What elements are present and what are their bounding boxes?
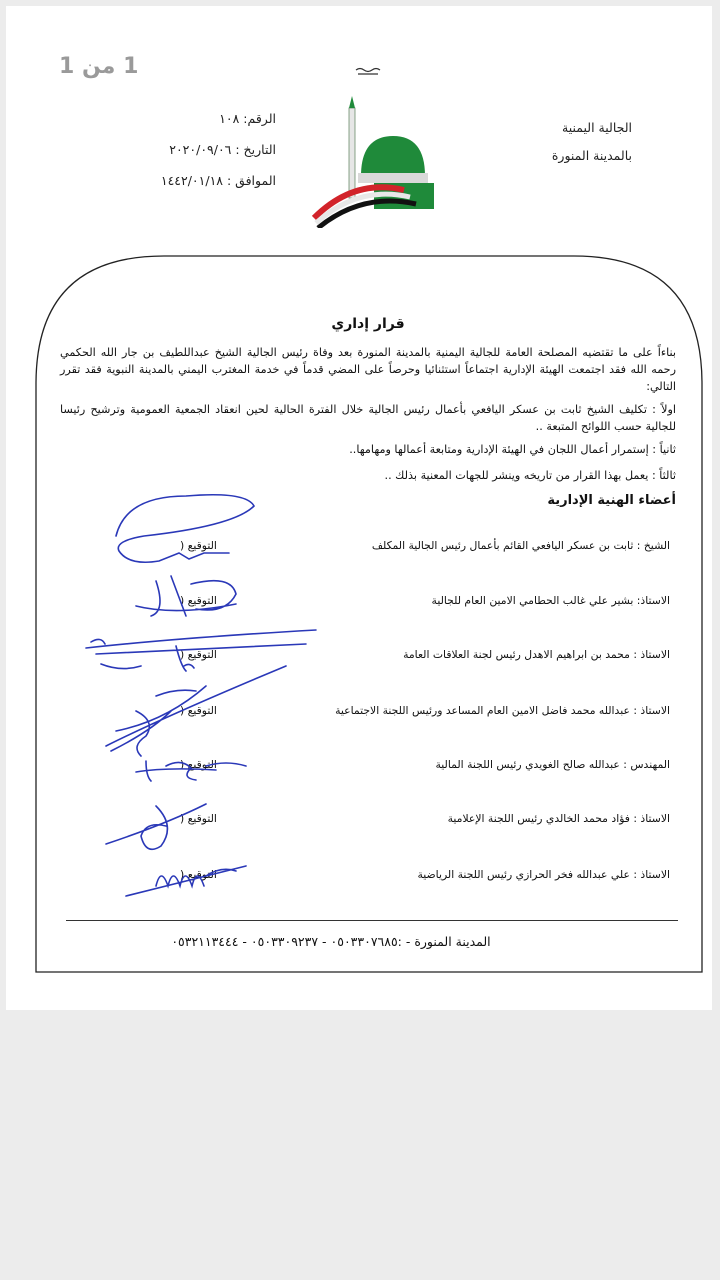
- member-role: الاستاذ : فؤاد محمد الخالدي رئيس اللجنة الإعلامية: [447, 812, 670, 825]
- decision-intro: بناءاً على ما تقتضيه المصلحة العامة للجالية اليمنية بالمدينة المنورة بعد وفاة رئيس الجالية الشيخ عبداللطيف بن جار الله الحكمي رحمه الله فقد اجتمعت الهيئة الإدارية اجتماعاً استثنائيا وحرصاً على المضي قدماً في خدمة المغترب اليمني بالمدينة النبوية فقد تقرر التالي:: [60, 346, 676, 393]
- hijri-date: الموافق : ١٤٤٢/٠١/١٨: [160, 173, 276, 188]
- footer-contacts: المدينة المنورة - :٠٥٠٣٣٠٧٦٨٥ - ٠٥٠٣٣٠٩٢٣٧ - ٠٥٣٢١١٣٤٤٤: [171, 934, 491, 949]
- signature-mark: [116, 495, 254, 563]
- member-role: الاستاذ : محمد بن ابراهيم الاهدل رئيس لجنة العلاقات العامة: [403, 648, 670, 661]
- signature-mark: [86, 630, 316, 671]
- signature-mark: [106, 666, 286, 756]
- member-role: الاستاذ: بشير علي غالب الحطامي الامين العام للجالية: [431, 594, 670, 607]
- decision-item-1: اولاً : تكليف الشيخ ثابت بن عسكر اليافعي بأعمال رئيس الجالية خلال الفترة الحالية لحين انعقاد الجمعية العمومية وترشيح رئيسا للجالية حسب اللوائح المتبعة ..: [60, 403, 676, 433]
- member-role: الشيخ : ثابت بن عسكر اليافعي القائم بأعمال رئيس الجالية المكلف: [371, 539, 670, 552]
- signature-label: التوقيع (: [180, 758, 217, 771]
- member-role: الاستاذ : علي عبدالله فخر الحرازي رئيس اللجنة الرياضية: [417, 868, 670, 881]
- decision-item-3: ثالثاً : يعمل بهذا القرار من تاريخه وينشر للجهات المعنية بذلك ..: [384, 469, 676, 482]
- org-name: الجالية اليمنية: [562, 120, 632, 135]
- org-city: بالمدينة المنورة: [551, 148, 632, 163]
- decision-item-2: ثانياً : إستمرار أعمال اللجان في الهيئة الإدارية ومتابعة أعمالها ومهامها..: [349, 443, 676, 456]
- member-role: الاستاذ : عبدالله محمد فاضل الامين العام المساعد ورئيس اللجنة الاجتماعية: [335, 704, 670, 717]
- signature-label: التوقيع (: [180, 868, 217, 881]
- signature-mark: [106, 804, 206, 849]
- signature-label: التوقيع (: [180, 539, 217, 552]
- footer-divider: [66, 920, 678, 921]
- decision-title: قرار إداري: [331, 316, 405, 332]
- reference-number: الرقم: ١٠٨: [219, 111, 276, 126]
- page-counter: 1 من 1: [59, 54, 139, 79]
- signature-mark: [136, 576, 236, 616]
- gregorian-date: التاريخ : ٢٠٢٠/٠٩/٠٦: [169, 142, 276, 157]
- signature-label: التوقيع (: [180, 648, 217, 661]
- signature-mark: [136, 761, 246, 781]
- handwritten-signatures: [6, 6, 712, 1010]
- signature-label: التوقيع (: [180, 704, 217, 717]
- members-title: أعضاء الهنية الإدارية: [547, 493, 676, 508]
- signature-mark: [126, 866, 246, 896]
- signature-label: التوقيع (: [180, 812, 217, 825]
- document-page: [6, 6, 712, 1010]
- signature-label: التوقيع (: [180, 594, 217, 607]
- member-role: المهندس : عبدالله صالح الغويدي رئيس اللجنة المالية: [435, 758, 670, 771]
